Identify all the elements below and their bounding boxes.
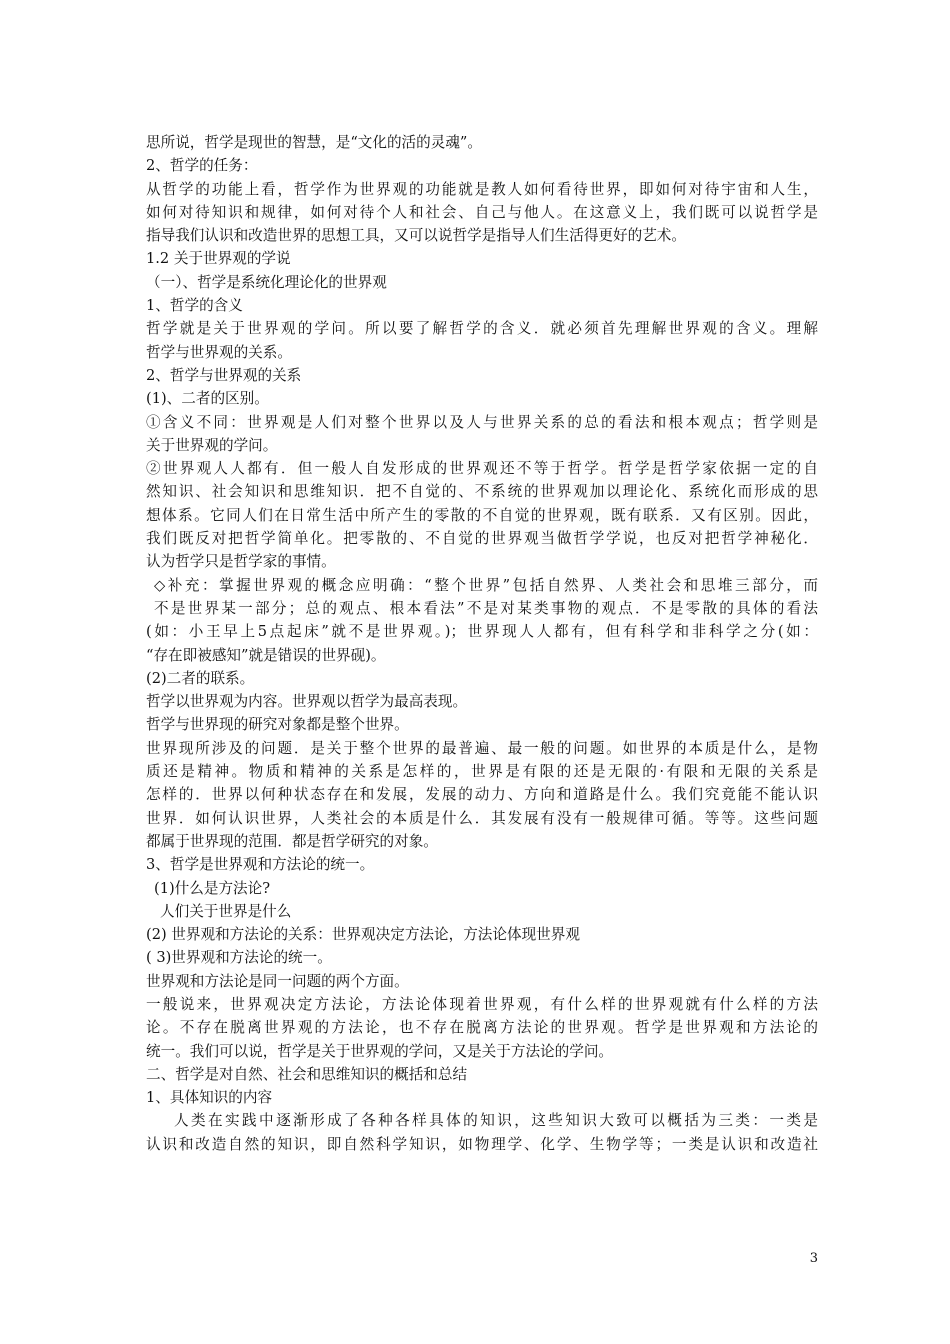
text-line: 哲学以世界观为内容。世界观以哲学为最高表现。 [146,693,468,711]
section-heading: (2)二者的联系。 [146,669,255,687]
text-line: 质还是精神。物质和精神的关系是怎样的，世界是有限的还是无限的·有限和无限的关系是 [146,763,818,781]
subsection-heading: (1)什么是方法论? [154,879,271,897]
section-heading: (1)、二者的区别。 [146,390,269,408]
text-line: 关于世界观的学问。 [146,436,278,454]
section-heading: 3、哲学是世界观和方法论的统一。 [146,856,375,874]
document-body [146,131,818,1156]
text-line: 我们既反对把哲学简单化。把零散的、不自觉的世界观当做哲学学说，也反对把哲学神秘化． [146,530,818,548]
text-line: 哲学就是关于世界观的学问。所以要了解哲学的含义．就必须首先理解世界观的含义。理解 [146,320,818,338]
section-heading: 2、哲学与世界观的关系 [146,366,302,384]
page-number: 3 [809,1251,818,1266]
text-line: 指导我们认识和改造世界的思想工具，又可以说哲学是指导人们生活得更好的艺术。 [146,227,686,245]
text-line: 想体系。它同人们在日常生活中所产生的零散的不自觉的世界观，既有联系．又有区别。因此， [146,506,818,524]
text-line: 世界现所涉及的问题．是关于整个世界的最普遍、最一般的问题。如世界的本质是什么，是物 [146,739,818,757]
text-line: 人类在实践中逐渐形成了各种各样具体的知识，这些知识大致可以概括为三类：一类是 [174,1112,818,1130]
supplement-line: “存在即被感知”就是错误的世界砚)。 [146,646,386,664]
text-line: 然知识、社会知识和思维知识．把不自觉的、不系统的世界观加以理论化、系统化而形成的思 [146,483,818,501]
text-line: 人们关于世界是什么 [160,902,292,920]
text-line: 统一。我们可以说，哲学是关于世界观的学问，又是关于方法论的学问。 [146,1042,614,1060]
subsection-heading: (2) 世界观和方法论的关系：世界观决定方法论，方法论体现世界观 [146,926,580,944]
text-line: 论。不存在脱离世界观的方法论，也不存在脱离方法论的世界观。哲学是世界观和方法论的 [146,1019,818,1037]
text-line: 从哲学的功能上看，哲学作为世界观的功能就是教人如何看待世界，即如何对待宇宙和人生， [146,180,818,198]
text-line: 怎样的．世界以何种状态存在和发展，发展的动力、方向和道路是什么。我们究竟能不能认识 [146,786,818,804]
subsection-heading: ( 3)世界观和方法论的统一。 [146,949,332,967]
text-line: 哲学与世界现的研究对象都是整个世界。 [146,716,409,734]
text-line: 认识和改造自然的知识，即自然科学知识，如物理学、化学、生物学等；一类是认识和改造社 [146,1135,818,1153]
section-heading: 二、哲学是对自然、社会和思维知识的概括和总结 [146,1065,468,1083]
text-line: 思所说，哲学是现世的智慧，是“文化的活的灵魂”。 [146,134,482,151]
section-heading: 1、具体知识的内容 [146,1089,273,1107]
section-heading: 1.2 关于世界观的学说 [146,250,291,268]
text-line: ①含义不同：世界观是人们对整个世界以及人与世界关系的总的看法和根本观点；哲学则是 [146,413,818,431]
text-line: 哲学与世界观的关系。 [146,343,292,361]
text-line: ②世界观人人都有．但一般人自发形成的世界观还不等于哲学。哲学是哲学家依据一定的自 [146,460,818,478]
section-heading: 2、哲学的任务： [146,157,258,175]
section-heading: 1、哲学的含义 [146,297,243,315]
text-line: 都属于世界现的范围．都是哲学研究的对象。 [146,832,438,850]
supplement-line: ◇补充：掌握世界观的概念应明确：“整个世界”包括自然界、人类社会和思堆三部分，而 [154,576,818,594]
text-line: 世界观和方法论是同一问题的两个方面。 [146,972,409,990]
section-heading: （一）、哲学是系统化理论化的世界观 [146,273,387,291]
text-line: 认为哲学只是哲学家的事情。 [146,553,336,571]
text-line: 一般说来，世界观决定方法论，方法论体现着世界观，有什么样的世界观就有什么样的方法 [146,995,818,1013]
supplement-line: 不是世界某一部分；总的观点、根本看法”不是对某类事物的观点．不是零散的具体的看法 [154,599,818,617]
supplement-line: (如：小王早上5点起床”就不是世界观。)；世界现人人都有，但有科学和非科学之分(如： [146,623,818,641]
text-line: 世界．如何认识世界，人类社会的本质是什么．其发展有没有一般规律可循。等等。这些问题 [146,809,818,827]
text-line: 如何对待知识和规律，如何对待个人和社会、自己与他人。在这意义上，我们既可以说哲学是 [146,203,818,221]
